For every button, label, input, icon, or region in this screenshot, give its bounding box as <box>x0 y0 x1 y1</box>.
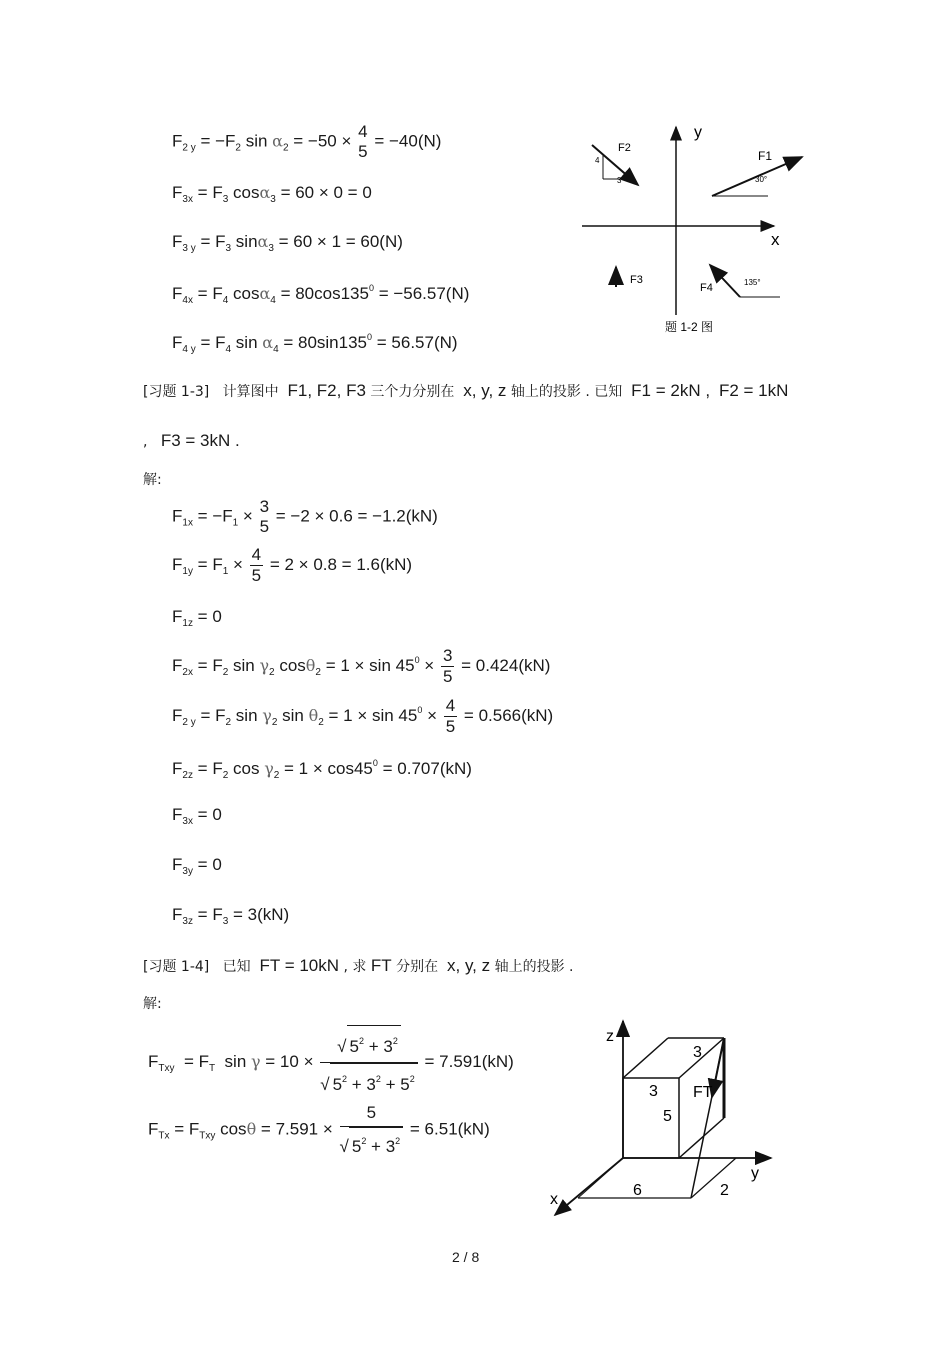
f4-arrow <box>710 265 740 297</box>
solution-label-1-3: 解: <box>143 472 162 488</box>
eq-f4x: $F_{4x} = F_4$ $\cos\alpha_4 = 80\cos 135^0 = -56.57(N)$ <box>172 283 470 306</box>
x-axis-label: x <box>771 230 780 249</box>
y-label-3d: y <box>751 1165 759 1182</box>
eq-f3y-b: $F_{3y} = 0$ <box>172 855 222 877</box>
dim-top-3: 3 <box>693 1044 702 1061</box>
eq-f2y: $F_{2 y} = F_2$ $\sin \gamma_2$ $\sin \theta_2 = 1 \times \sin 45^0$ × $\frac{4}{5}$ = 0.566(kN) <box>172 696 554 736</box>
eq-f3x: $F_{3x} = F_3$ cosα$_3$ = 60 × 0 = 0 <box>172 183 372 205</box>
problem-1-4-tag: [习题 1-4] <box>143 959 210 975</box>
eq-f1x: $F_{1x} = -F_1$ × 3 5 = −2 × 0.6 = −1.2(kN) <box>172 497 438 536</box>
dim-2: 2 <box>720 1182 729 1199</box>
z-label: z <box>606 1028 614 1045</box>
eq-f4y: $F_{4 y} = F_4$ $\sin \alpha_4 = 80\sin 135^0 = 56.57(N)$ <box>172 332 458 355</box>
triangle-side-4: 4 <box>595 156 600 165</box>
f3-label: F3 <box>630 274 643 286</box>
figure-1-4 <box>545 1015 785 1225</box>
solution-label-1-4: 解: <box>143 996 162 1012</box>
dim-5: 5 <box>663 1108 672 1125</box>
eq-f2z: $F_{2z} = F_2$ $\cos \gamma_2 = 1 \times \cos 45^0 = 0.707(kN)$ <box>172 758 472 781</box>
eq-f2y: $F_{2 y} = -F_2$ $\sin \alpha_2 = -50$ × 4 5 = −40(N) <box>172 122 442 161</box>
y-axis-label: y <box>694 124 702 141</box>
problem-1-3-statement: [习题 1-3] 计算图中 F1, F2, F3 三个力分别在 x, y, z 轴上的投影 . 已知 F1 = 2kN , F2 = 1kN <box>143 381 789 400</box>
page-number: 2 / 8 <box>452 1249 480 1265</box>
ft-label: FT <box>693 1084 713 1101</box>
x-label-3d: x <box>550 1191 558 1208</box>
eq-f2x: $F_{2x} = F_2$ $\sin \gamma_2$ $\cos\theta_2 = 1 \times \sin 45^0$ × $\frac{3}{5}$ = 0.424(kN) <box>172 646 551 686</box>
eq-ftxy: $F_{Txy} = F_T$ sin γ = 10 × $\frac{√ 5^2 + 3^2}{√ 5^2 + 3^2 + 5^2}$ = 7.591(kN) <box>148 1025 514 1100</box>
eq-f3z: $F_{3z} = F_3 = 3(kN)$ <box>172 905 290 927</box>
figure-1-2 <box>570 115 820 345</box>
problem-1-3-tag: [习题 1-3] <box>143 384 210 400</box>
f4-label: F4 <box>700 282 713 294</box>
eq-f3x-b: $F_{3x} = 0$ <box>172 805 222 827</box>
angle-135: 135° <box>744 278 761 287</box>
figure-1-2-caption: 题 1-2 图 <box>665 320 714 334</box>
eq-ftx: $F_{Tx} = F_{Txy}$ cosθ = 7.591 × $\frac{5}{√ 5^2 + 3^2}$ = 6.51(kN) <box>148 1100 490 1160</box>
eq-f1z: $F_{1z} = 0$ <box>172 607 222 629</box>
dim-front-3: 3 <box>649 1083 658 1100</box>
problem-1-3-given-f3: , F3 = 3kN . <box>143 431 240 450</box>
f2-label: F2 <box>618 142 631 154</box>
angle-30: 30° <box>755 175 768 184</box>
dim-6: 6 <box>633 1182 642 1199</box>
eq-f3y: $F_{3 y} = F_3$ sinα$_3$ = 60 × 1 = 60(N) <box>172 232 403 254</box>
problem-1-4-statement: [习题 1-4] 已知 FT = 10kN , 求 FT 分别在 x, y, z 轴上的投影 . <box>143 956 574 975</box>
triangle-side-3: 3 <box>617 176 622 185</box>
f1-label: F1 <box>758 149 773 163</box>
eq-f1y: $F_{1y} = F_1$ × $\frac{4}{5}$ = 2 × 0.8 = 1.6(kN) <box>172 545 413 585</box>
